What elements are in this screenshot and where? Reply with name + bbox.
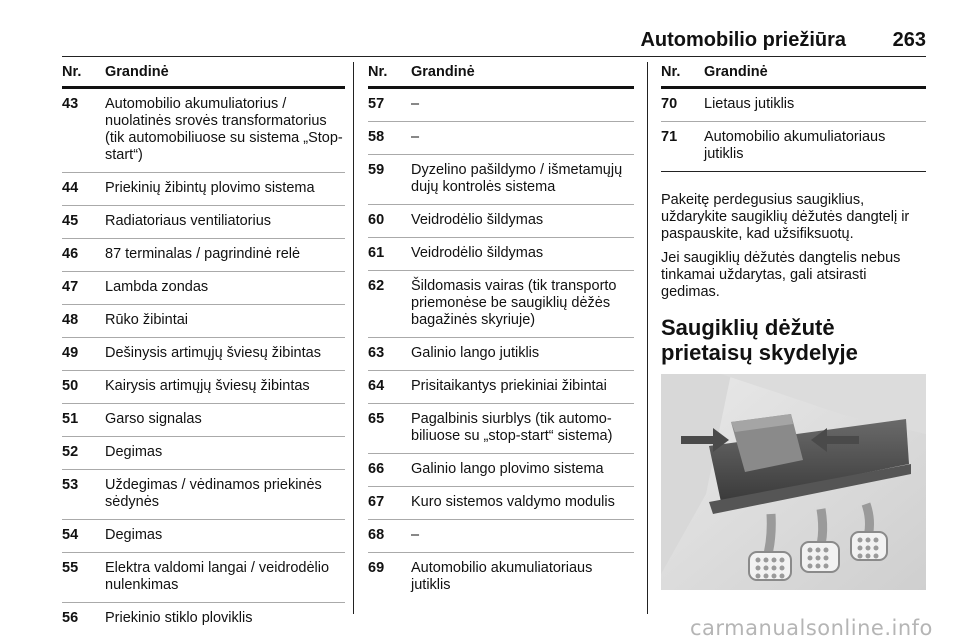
fuse-number: 59	[368, 162, 385, 178]
fuse-table-3	[661, 64, 926, 590]
fuse-circuit: Lambda zondas	[105, 279, 209, 295]
fuse-number: 46	[62, 246, 79, 262]
fuse-circuit: –	[411, 96, 420, 112]
fuse-number: 64	[368, 378, 385, 394]
fuse-number: 67	[368, 494, 385, 510]
fuse-circuit: Automobilio akumuliatoriaus jutiklis	[704, 129, 886, 162]
table-row	[368, 487, 634, 520]
fuse-circuit: Dešinysis artimųjų šviesų žibintas	[105, 345, 321, 361]
fuse-table-2	[368, 64, 634, 602]
header-circuit: Grandinė	[105, 64, 169, 80]
fuse-number: 61	[368, 245, 385, 261]
table-row	[368, 553, 634, 602]
table-row	[62, 371, 345, 404]
column-divider	[647, 62, 648, 614]
fuse-circuit: Kairysis artimųjų šviesų žibintas	[105, 378, 310, 394]
fuse-circuit: Kuro sistemos valdymo modulis	[411, 494, 615, 510]
fuse-number: 60	[368, 212, 385, 228]
table-row	[62, 437, 345, 470]
fuse-circuit: Šildomasis vairas (tik transporto priemonėse be saugiklių dėžės bagažinės skyriuje)	[411, 278, 617, 328]
fuse-number: 51	[62, 411, 79, 427]
table-row	[368, 404, 634, 454]
table-row	[62, 206, 345, 239]
fuse-number: 47	[62, 279, 79, 295]
fuse-number: 68	[368, 527, 385, 543]
table-row	[368, 520, 634, 553]
table-row	[62, 338, 345, 371]
fuse-circuit: –	[411, 129, 420, 145]
fuse-circuit: Lietaus jutiklis	[704, 96, 795, 112]
fuse-circuit: Galinio lango plovimo sistema	[411, 461, 604, 477]
table-row	[368, 271, 634, 338]
table-row	[368, 371, 634, 404]
fuse-circuit: Dyzelino pašildymo / išmetamųjų dujų kontrolės sistema	[411, 162, 623, 195]
table-row	[368, 155, 634, 205]
table-row	[661, 122, 926, 172]
fuse-circuit: Degimas	[105, 444, 163, 460]
fuse-circuit: Veidrodėlio šildymas	[411, 212, 544, 228]
fuse-number: 70	[661, 96, 678, 112]
fuse-circuit: Priekinių žibintų plovimo sistema	[105, 180, 315, 196]
fuse-circuit: Automobilio akumuliatoriaus jutiklis	[411, 560, 593, 593]
page-number: 263	[892, 29, 926, 51]
table-row	[62, 173, 345, 206]
table-row	[368, 205, 634, 238]
header-nr: Nr.	[62, 64, 82, 80]
fuse-circuit: Galinio lango jutiklis	[411, 345, 540, 361]
page-header	[62, 24, 926, 57]
fuse-number: 57	[368, 96, 385, 112]
fuse-number: 44	[62, 180, 79, 196]
table-row	[62, 603, 345, 635]
table-row	[62, 272, 345, 305]
fuse-number: 55	[62, 560, 79, 576]
fuse-number: 65	[368, 411, 385, 427]
warning-paragraph: Jei saugiklių dėžutės dangtelis nebus tinkamai uždarytas, gali atsirasti gedimas.	[661, 250, 901, 300]
instruction-paragraph: Pakeitę perdegusius saugiklius, uždarykite saugiklių dėžutės dangtelį ir paspauskite, kad užsifiksuotų.	[661, 192, 910, 242]
fuse-number: 43	[62, 96, 79, 112]
fuse-number: 49	[62, 345, 79, 361]
fuse-circuit: Uždegimas / vėdinamos priekinės sėdynės	[105, 477, 322, 510]
fuse-table-1	[62, 64, 345, 635]
fuse-number: 69	[368, 560, 385, 576]
fuse-number: 71	[661, 129, 678, 145]
table-row	[368, 89, 634, 122]
fuse-circuit: Rūko žibintai	[105, 312, 189, 328]
table-row	[62, 520, 345, 553]
fuse-circuit: Pagalbinis siurblys (tik automobiliuose su „stop-start“ sistema)	[411, 411, 613, 444]
watermark: carmanualsonline.info	[690, 616, 933, 640]
header-circuit: Grandinė	[411, 64, 475, 80]
fuse-circuit: Degimas	[105, 527, 163, 543]
fuse-box-photo	[661, 374, 926, 590]
table-row	[368, 238, 634, 271]
table-row	[368, 454, 634, 487]
fuse-circuit: Prisitaikantys priekiniai žibintai	[411, 378, 607, 394]
fuse-number: 50	[62, 378, 79, 394]
fuse-number: 52	[62, 444, 79, 460]
fuse-number: 66	[368, 461, 385, 477]
fuse-circuit: Priekinio stiklo ploviklis	[105, 610, 253, 626]
header-nr: Nr.	[661, 64, 681, 80]
table-row	[661, 89, 926, 122]
fuse-number: 63	[368, 345, 385, 361]
fuse-circuit: –	[411, 527, 420, 543]
table-row	[62, 89, 345, 173]
fuse-circuit: Garso signalas	[105, 411, 202, 427]
table-header	[661, 64, 926, 89]
fuse-number: 54	[62, 527, 79, 543]
fuse-circuit: Radiatoriaus ventiliatorius	[105, 213, 272, 229]
header-nr: Nr.	[368, 64, 388, 80]
table-row	[368, 122, 634, 155]
fuse-number: 48	[62, 312, 79, 328]
table-row	[62, 404, 345, 437]
fuse-number: 62	[368, 278, 385, 294]
fuse-number: 58	[368, 129, 385, 145]
table-row	[368, 338, 634, 371]
page-title: Automobilio priežiūra	[640, 29, 846, 51]
fuse-circuit: Elektra valdomi langai / veidrodėlio nulenkimas	[105, 560, 330, 593]
table-header	[62, 64, 345, 89]
fuse-number: 45	[62, 213, 79, 229]
column-divider	[353, 62, 354, 614]
table-row	[62, 239, 345, 272]
table-row	[62, 553, 345, 603]
fuse-number: 56	[62, 610, 79, 626]
table-header	[368, 64, 634, 89]
fuse-number: 53	[62, 477, 79, 493]
section-heading: Saugiklių dėžutė prietaisų skydelyje	[661, 315, 858, 365]
fuse-circuit: 87 terminalas / pagrindinė relė	[105, 246, 301, 262]
fuse-circuit: Veidrodėlio šildymas	[411, 245, 544, 261]
header-circuit: Grandinė	[704, 64, 768, 80]
fuse-circuit: Automobilio akumuliatorius / nuolatinės srovės transformatorius (tik automobiliuose su sistema „Stop-start“)	[105, 96, 343, 163]
table-row	[62, 470, 345, 520]
table-row	[62, 305, 345, 338]
